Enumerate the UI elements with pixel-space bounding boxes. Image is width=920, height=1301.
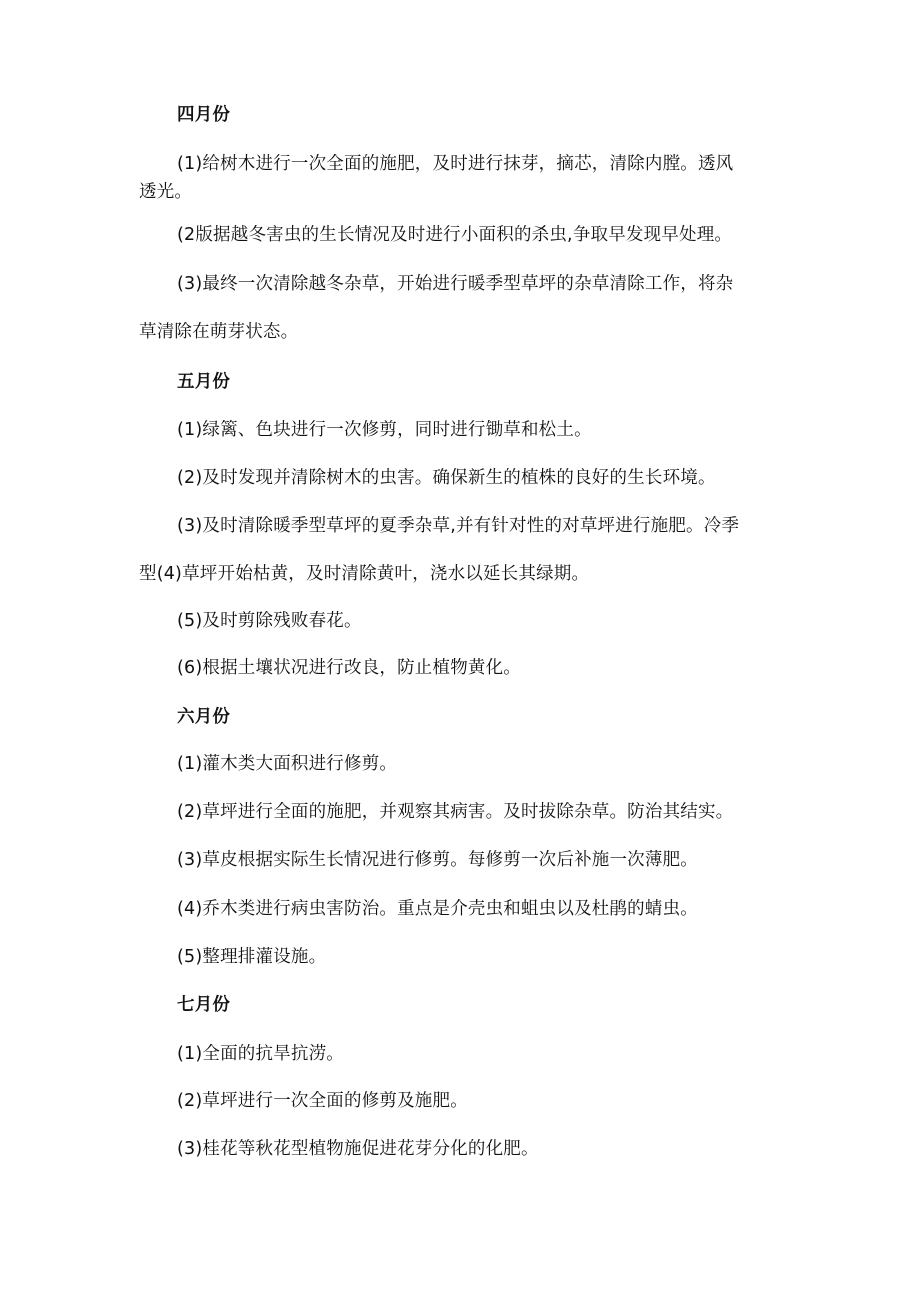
paragraph-line: 透光。 [139, 182, 193, 202]
section-heading-june: 六月份 [177, 707, 231, 727]
section-heading-july: 七月份 [177, 995, 231, 1015]
paragraph-line: (3)及时清除暖季型草坪的夏季杂草,并有针对性的对草坪进行施肥。冷季 [177, 516, 740, 536]
paragraph-line: (5)及时剪除残败春花。 [177, 611, 362, 631]
paragraph-line: (1)灌木类大面积进行修剪。 [177, 754, 398, 774]
section-heading-april: 四月份 [177, 105, 231, 125]
paragraph-line: (1)全面的抗旱抗涝。 [177, 1044, 344, 1064]
paragraph-line: (2版据越冬害虫的生长情况及时进行小面积的杀虫,争取早发现早处理。 [177, 225, 733, 245]
paragraph-line: 型(4)草坪开始枯黄，及时清除黄叶，浇水以延长其绿期。 [139, 564, 590, 584]
paragraph-line: (2)草坪进行一次全面的修剪及施肥。 [177, 1091, 468, 1111]
paragraph-line: 草清除在萌芽状态。 [139, 322, 299, 342]
paragraph-line: (5)整理排灌设施。 [177, 947, 327, 967]
paragraph-line: (3)桂花等秋花型植物施促进花芽分化的化肥。 [177, 1139, 539, 1159]
paragraph-line: (2)及时发现并清除树木的虫害。确保新生的植株的良好的生长环境。 [177, 468, 716, 488]
paragraph-line: (4)乔木类进行病虫害防治。重点是介壳虫和蛆虫以及杜鹃的蜻虫。 [177, 899, 698, 919]
paragraph-line: (6)根据土壤状况进行改良，防止植物黄化。 [177, 658, 521, 678]
section-heading-may: 五月份 [177, 372, 231, 392]
paragraph-line: (1)绿篱、色块进行一次修剪，同时进行锄草和松土。 [177, 420, 592, 440]
paragraph-line: (2)草坪进行全面的施肥，并观察其病害。及时拔除杂草。防治其结实。 [177, 802, 734, 822]
paragraph-line: (3)最终一次清除越冬杂草，开始进行暖季型草坪的杂草清除工作，将杂 [177, 274, 734, 294]
paragraph-line: (1)给树木进行一次全面的施肥，及时进行抹芽，摘芯，清除内膛。透风 [177, 154, 734, 174]
paragraph-line: (3)草皮根据实际生长情况进行修剪。每修剪一次后补施一次薄肥。 [177, 850, 698, 870]
